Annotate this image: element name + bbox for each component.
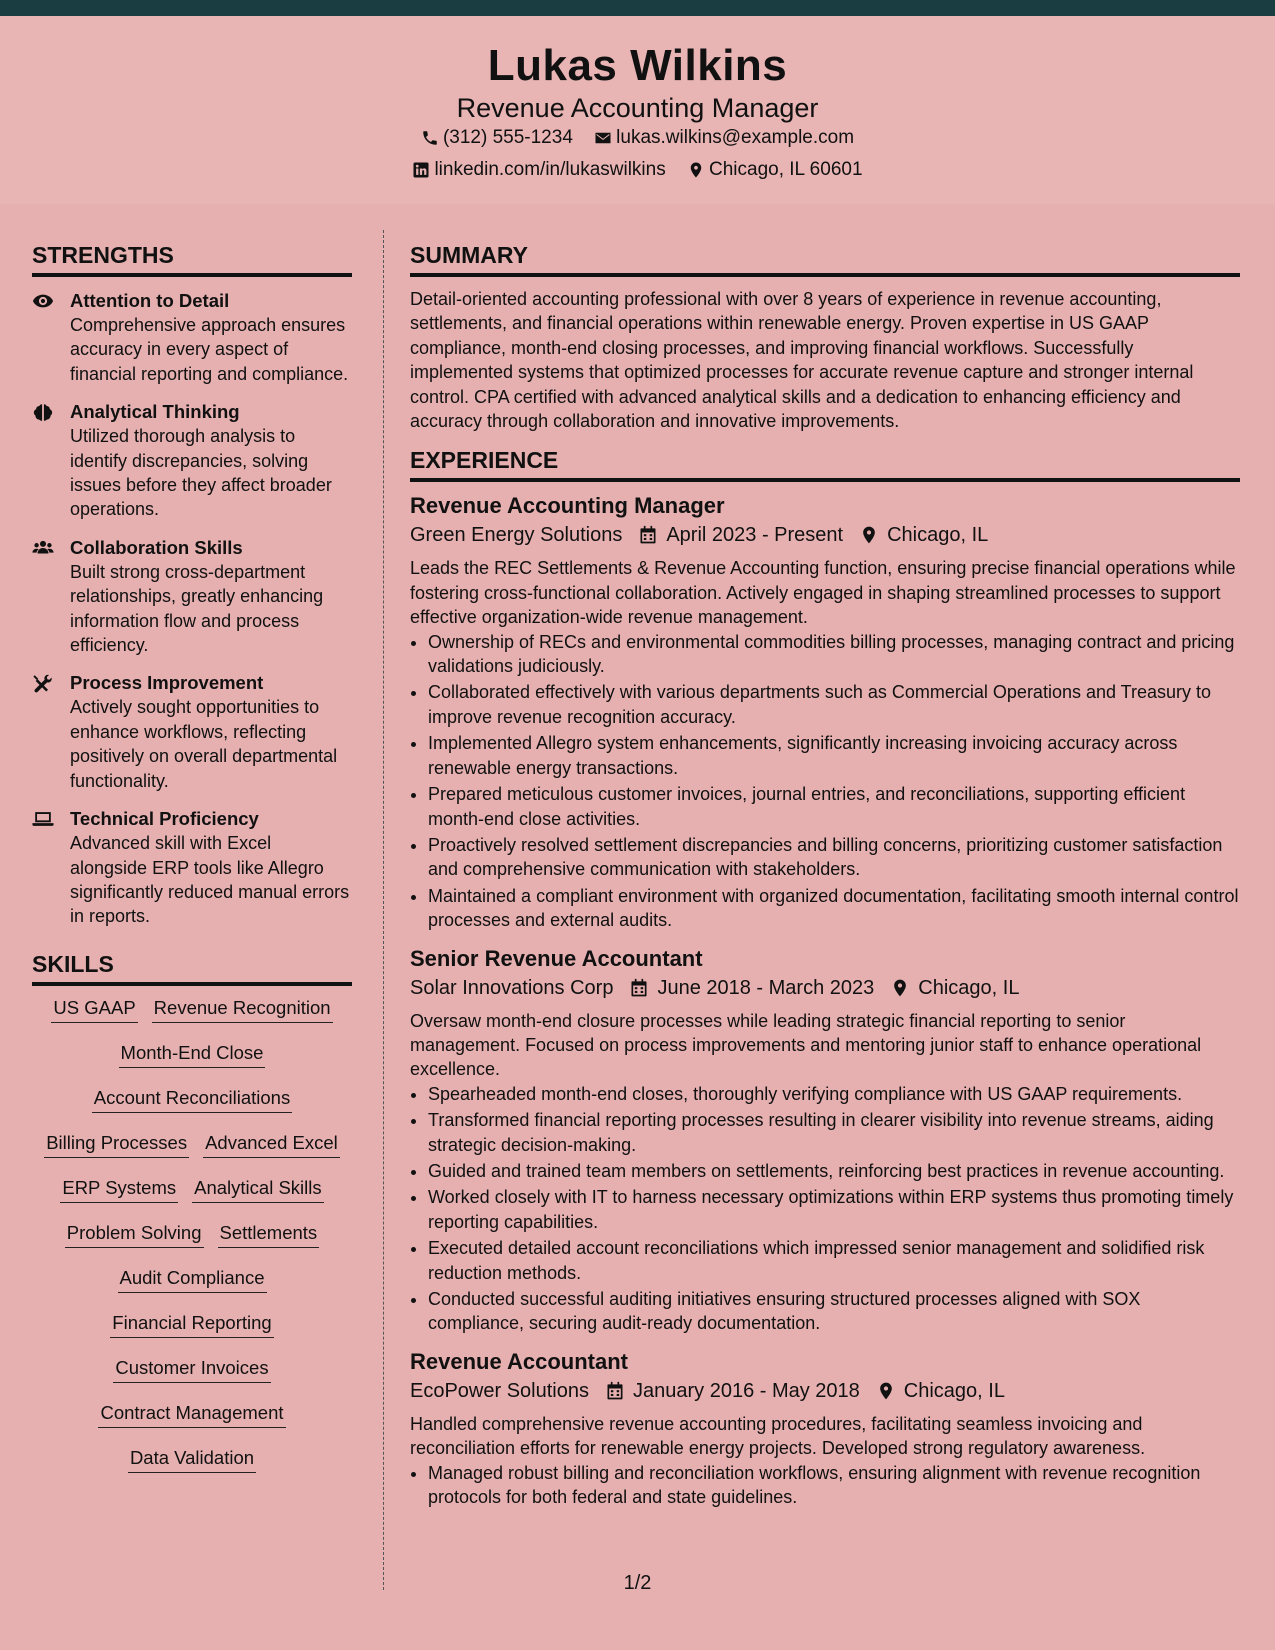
strength-title: Attention to Detail <box>70 290 230 311</box>
linkedin-item[interactable] <box>412 160 665 179</box>
bullet-item: • Guided and trained team members on settlements, reinforcing best practices in revenue accounting. <box>428 1159 1240 1183</box>
strength-desc: Built strong cross-department relationships, greatly enhancing information flow and process efficiency. <box>70 561 324 656</box>
map-pin-icon <box>876 1381 896 1401</box>
location-item <box>687 160 863 179</box>
linkedin-text: linkedin.com/in/lukaswilkins <box>434 159 666 180</box>
bullet-item: • Implemented Allegro system enhancements, significantly increasing invoicing accuracy across renewable energy transactions. <box>428 731 1240 780</box>
strength-item <box>32 536 352 658</box>
bullet-item: • Spearheaded month-end closes, thoroughly verifying compliance with US GAAP requirements. <box>428 1082 1240 1106</box>
page-number: 1/2 <box>623 1572 652 1594</box>
bullet-item: • Transformed financial reporting processes resulting in clearer visibility into revenue streams, aiding strategic decision-making. <box>428 1108 1240 1157</box>
job-dates: June 2018 - March 2023 <box>657 976 875 999</box>
job-entry <box>410 945 1240 1336</box>
job-meta <box>410 1376 1240 1406</box>
job-bullets <box>410 1082 1240 1336</box>
job-meta <box>410 973 1240 1003</box>
column-divider <box>383 230 384 1590</box>
bullet-item: • Worked closely with IT to harness necessary optimizations within ERP systems thus promoting timely reporting capabilities. <box>428 1185 1240 1234</box>
skill-tag: Analytical Skills <box>192 1176 324 1203</box>
skill-tag: Advanced Excel <box>203 1131 340 1158</box>
strength-desc: Actively sought opportunities to enhance workflows, reflecting positively on overall departmental functionality. <box>70 697 338 791</box>
resume-header <box>0 16 1275 204</box>
bullet-item: • Managed robust billing and reconciliation workflows, ensuring alignment with revenue recognition protocols for both federal and state guidelines. <box>428 1461 1240 1510</box>
right-column <box>410 244 1240 1521</box>
strength-title: Analytical Thinking <box>70 401 240 423</box>
strength-title: Technical Proficiency <box>70 808 259 830</box>
job-title: Revenue Accounting Manager <box>410 493 725 519</box>
email-text: lukas.wilkins@example.com <box>616 127 855 148</box>
job-dates: April 2023 - Present <box>666 524 844 547</box>
map-pin-icon <box>859 525 879 545</box>
experience-heading: EXPERIENCE <box>410 449 1240 482</box>
job-entry <box>410 1348 1240 1510</box>
job-desc: Leads the REC Settlements & Revenue Accounting function, ensuring precise financial operations while fostering cross-functional collaboration. Actively engaged in shaping streamlined processes to support effective organization-wide revenue management. <box>410 558 1236 628</box>
strength-item <box>32 400 352 522</box>
top-bar <box>0 0 1275 16</box>
strengths-list <box>32 287 352 929</box>
skill-tag: Contract Management <box>98 1401 285 1428</box>
tools-icon <box>32 673 54 693</box>
strength-title: Collaboration Skills <box>70 536 243 558</box>
calendar-icon <box>605 1381 625 1401</box>
bullet-item: • Prepared meticulous customer invoices, journal entries, and reconciliations, supporting efficient month-end close activities. <box>428 782 1240 831</box>
strength-item <box>32 671 352 793</box>
contact-row-2 <box>0 160 1275 183</box>
envelope-icon <box>594 129 612 147</box>
calendar-icon <box>638 525 658 545</box>
brain-icon <box>32 402 54 422</box>
strength-desc: Utilized thorough analysis to identify discrepancies, solving issues before they affect broader operations. <box>70 426 332 520</box>
job-entry <box>410 492 1240 932</box>
skill-tag: ERP Systems <box>60 1176 178 1203</box>
summary-heading: SUMMARY <box>410 244 1240 277</box>
job-location: Chicago, IL <box>903 1379 1005 1402</box>
phone-text: (312) 555-1234 <box>442 127 573 148</box>
strengths-heading: STRENGTHS <box>32 244 352 277</box>
bullet-item: • Ownership of RECs and environmental commodities billing processes, managing contract and pricing validations judiciously. <box>428 630 1240 679</box>
summary-text: Detail-oriented accounting professional with over 8 years of experience in revenue accounting, settlements, and financial operations within renewable energy. Proven expertise in US GAAP compliance, month-end closing processes, and improving financial workflows. Successfully implemented systems that optimized processes for accurate revenue capture and stronger internal control. CPA certified with advanced analytical skills and a dedication to enhancing efficiency and accuracy through collaboration and innovative improvements. <box>410 289 1194 432</box>
strength-desc: Advanced skill with Excel alongside ERP tools like Allegro significantly reduced manual errors in reports. <box>70 833 350 927</box>
skills-heading: SKILLS <box>32 953 352 986</box>
left-column <box>32 244 352 1491</box>
job-title: Senior Revenue Accountant <box>410 945 703 971</box>
linkedin-icon <box>412 161 430 179</box>
laptop-icon <box>32 809 54 829</box>
strength-title: Process Improvement <box>70 672 264 694</box>
job-company: Green Energy Solutions <box>410 524 623 547</box>
skill-tag: Customer Invoices <box>113 1356 270 1383</box>
job-dates: January 2016 - May 2018 <box>632 1379 860 1402</box>
strength-desc: Comprehensive approach ensures accuracy in every aspect of financial reporting and compliance. <box>70 315 349 384</box>
users-icon <box>32 538 54 558</box>
bullet-item: • Executed detailed account reconciliations which impressed senior management and solidified risk reduction methods. <box>428 1236 1240 1285</box>
phone-item <box>421 128 573 147</box>
job-title: Revenue Accountant <box>410 1348 629 1374</box>
skill-tag: US GAAP <box>51 996 137 1023</box>
skill-tag: Revenue Recognition <box>152 996 333 1023</box>
job-desc: Oversaw month-end closure processes while leading strategic financial reporting to senior management. Focused on process improvements and mentoring junior staff to enhance operational excellence. <box>410 1010 1202 1080</box>
job-location: Chicago, IL <box>918 976 1020 999</box>
job-bullets <box>410 1461 1240 1510</box>
bullet-item: • Conducted successful auditing initiatives ensuring structured processes aligned with SOX compliance, securing audit-ready documentation. <box>428 1287 1240 1336</box>
skill-tag: Data Validation <box>128 1446 256 1473</box>
job-company: EcoPower Solutions <box>410 1379 589 1402</box>
skill-tag: Problem Solving <box>65 1221 204 1248</box>
candidate-name: Lukas Wilkins <box>487 41 788 90</box>
location-text: Chicago, IL 60601 <box>709 159 863 180</box>
strength-item <box>32 807 352 929</box>
candidate-title: Revenue Accounting Manager <box>456 93 819 123</box>
strength-item <box>32 289 352 386</box>
eye-icon <box>32 291 54 311</box>
job-location: Chicago, IL <box>887 524 989 547</box>
job-desc: Handled comprehensive revenue accounting procedures, facilitating seamless invoicing and reconciliation efforts for renewable energy projects. Developed strong regulatory awareness. <box>410 1413 1146 1459</box>
bullet-item: • Collaborated effectively with various departments such as Commercial Operations and Treasury to improve revenue recognition accuracy. <box>428 680 1240 729</box>
skill-tag: Audit Compliance <box>118 1266 267 1293</box>
job-company: Solar Innovations Corp <box>410 976 614 999</box>
phone-icon <box>421 129 439 147</box>
map-pin-icon <box>687 161 705 179</box>
job-meta <box>410 520 1240 550</box>
skill-tag: Settlements <box>218 1221 320 1248</box>
calendar-icon <box>629 978 649 998</box>
skills-list <box>32 996 352 1491</box>
bullet-item: • Maintained a compliant environment with organized documentation, facilitating smooth internal control processes and external audits. <box>428 884 1240 933</box>
bullet-item: • Proactively resolved settlement discrepancies and billing concerns, prioritizing customer satisfaction and comprehensive communication with stakeholders. <box>428 833 1240 882</box>
skill-tag: Billing Processes <box>44 1131 189 1158</box>
skill-tag: Month-End Close <box>119 1041 266 1068</box>
contact-row-1 <box>0 128 1275 151</box>
skill-tag: Financial Reporting <box>110 1311 273 1338</box>
skill-tag: Account Reconciliations <box>92 1086 292 1113</box>
map-pin-icon <box>890 978 910 998</box>
job-bullets <box>410 630 1240 933</box>
email-item[interactable] <box>594 128 854 147</box>
